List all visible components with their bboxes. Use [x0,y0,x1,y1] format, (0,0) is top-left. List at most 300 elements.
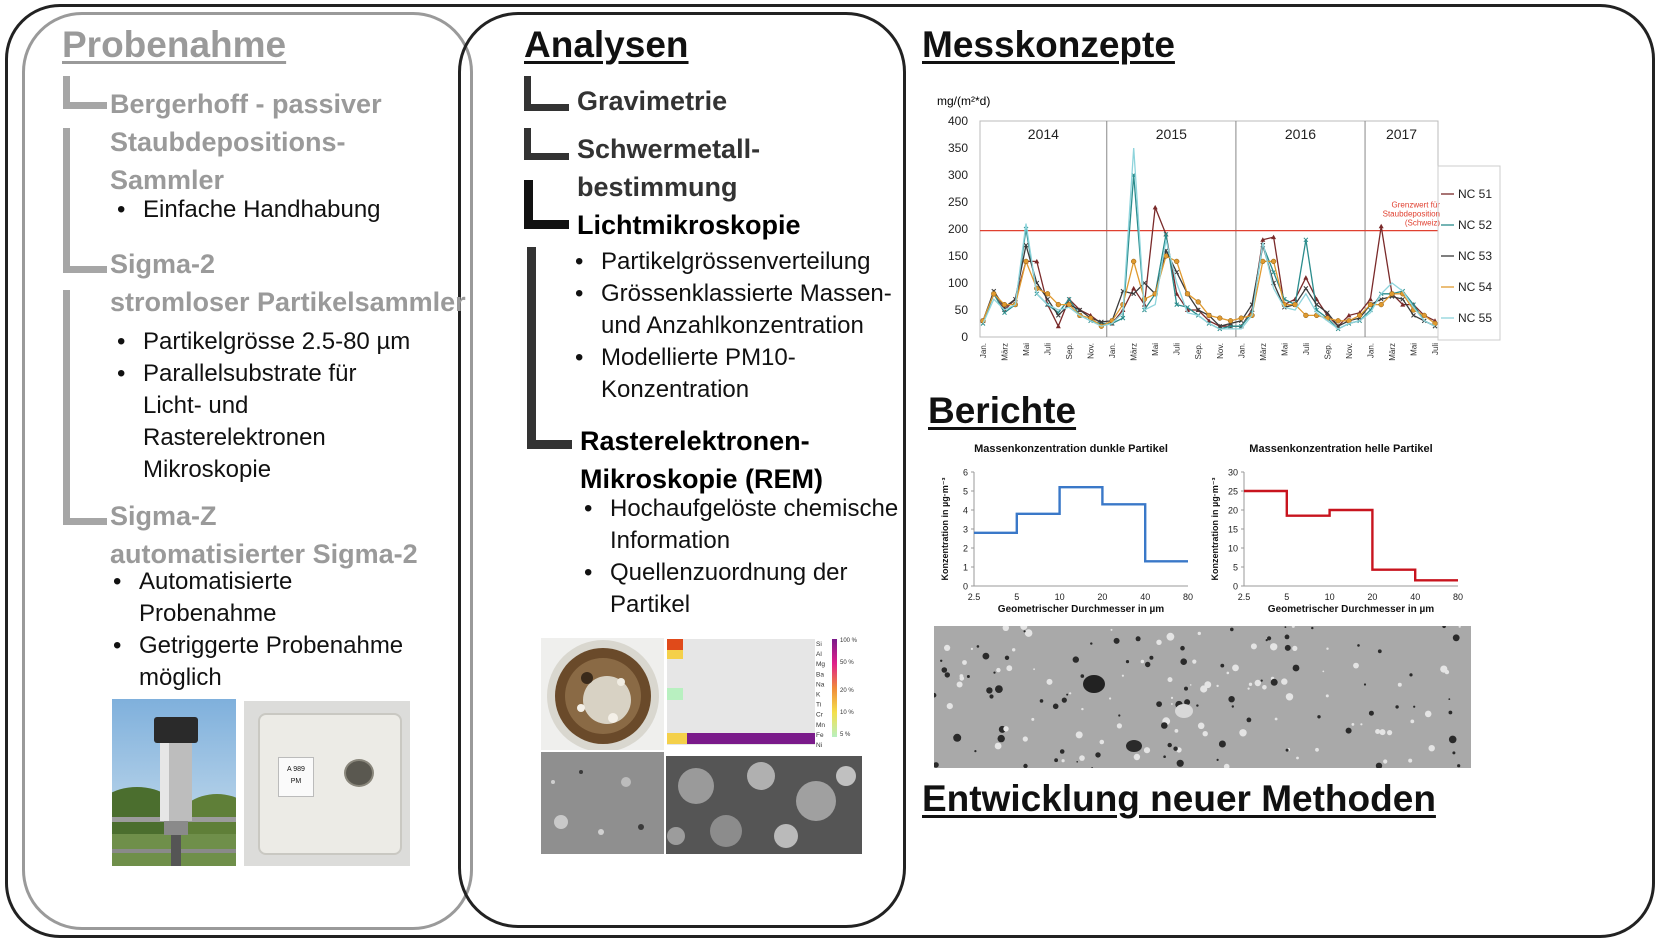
x-tick-label: März [1000,343,1010,361]
particle [1047,679,1053,685]
y-tick-label: 50 [954,303,968,317]
legend-label: NC 55 [1458,311,1493,325]
data-point [1174,259,1179,264]
particle [1180,658,1187,665]
particle [993,672,995,674]
particle [1239,729,1246,736]
particle-sem-photo [934,626,1471,768]
particle [1413,706,1415,708]
bullet-continuation: Rasterelektronen [143,424,326,451]
particle [1457,764,1460,767]
particle [1076,761,1078,763]
x-tick-label: 40 [1140,592,1151,602]
rem-heading: Rasterelektronen- Mikroskopie (REM) [580,426,824,494]
element-label: K [816,691,821,699]
legend-label: NC 51 [1458,187,1493,201]
particle [944,645,950,651]
data-point [1422,313,1427,318]
particle [1062,759,1065,762]
particle [1204,681,1211,688]
particle [1066,694,1068,696]
threshold-label: Staubdeposition [1382,209,1440,219]
data-point [1164,254,1169,259]
particle [1053,704,1059,710]
particle [1175,729,1179,733]
particle [1020,626,1027,630]
particle [1292,626,1295,628]
particle [1069,692,1071,694]
particle [1196,704,1198,706]
particle [1440,666,1447,673]
bright-particle-chart [1206,438,1468,620]
particle [1060,749,1065,754]
x-axis-label: Geometrischer Durchmesser in µm [997,604,1165,615]
data-point [1153,205,1158,210]
dark-particle-chart [936,438,1198,620]
x-tick-label: 10 [1054,592,1065,602]
particle [1031,718,1034,721]
particle [1180,646,1185,651]
scale-label: 100 % [840,638,858,644]
particle [1122,675,1124,677]
x-tick-label: 10 [1324,592,1335,602]
particle [1380,729,1386,735]
particle [1136,636,1141,641]
tree-line [527,440,572,449]
particle [1449,711,1453,715]
gravimetrie-heading: Gravimetrie [577,86,728,116]
x-tick-label: Mai [1022,343,1032,356]
particle [1326,648,1328,650]
element-label: Si [816,641,822,648]
particle [1255,680,1261,686]
particle [1090,642,1092,644]
deposition-chart [920,88,1520,378]
y-tick-label: 0 [962,581,968,592]
lichtmikroskopie-heading: Lichtmikroskopie [577,210,801,240]
tree-line [524,153,569,160]
particle [1023,764,1027,768]
y-tick-label: 6 [962,467,968,478]
data-point [1271,259,1276,264]
element-label: Na [816,681,825,689]
substrate-label: A 989 PM [278,757,314,797]
element-label: Ti [816,701,822,709]
x-tick-label: Mai [1280,343,1290,356]
y-axis-label: Konzentration in µg·m⁻³ [940,477,950,581]
x-tick-label: Mai [1151,343,1161,356]
particle [974,750,976,752]
particle [1111,629,1113,631]
particle [1109,697,1111,699]
data-point [1239,316,1244,321]
x-tick-label: Juli [1172,343,1182,356]
data-point [1271,235,1276,240]
particle [1091,767,1093,768]
particle [1251,643,1257,649]
data-point [1336,318,1341,323]
bullet-item: • Parallelsubstrate für [117,360,357,387]
data-point [1390,291,1395,296]
x-tick-label: Mai [1409,343,1419,356]
tree-line [63,266,107,273]
particle [1271,679,1278,686]
particle [1360,723,1362,725]
y-tick-label: 5 [962,486,968,497]
particle [1352,723,1355,726]
bullet-item: • Modellierte PM10- [575,344,796,371]
substrate-photo [244,701,410,866]
year-label: 2014 [1027,126,1059,142]
x-tick-label: 80 [1182,592,1194,602]
particle [1459,626,1461,628]
x-tick-label: 80 [1452,592,1464,602]
legend-label: NC 52 [1458,218,1493,232]
particle [1118,714,1120,716]
x-tick-label: Sep. [1065,343,1075,360]
particle [983,653,990,660]
sigmaz-heading: Sigma-Z automatisierter Sigma-2 [110,501,418,569]
x-tick-label: Jan. [1366,343,1376,359]
particle [1203,731,1208,736]
particle [1296,757,1299,760]
tree-line [63,102,107,109]
particle [1217,759,1219,761]
element-label: Mg [816,661,826,669]
particle [989,694,993,698]
bullet-item: • Partikelgrösse 2.5-80 µm [117,328,411,355]
y-tick-label: 25 [1227,486,1238,497]
x-tick-label: Nov. [1215,343,1225,359]
bullet-continuation: Mikroskopie [143,456,272,483]
particle [1126,740,1142,752]
particle [1040,699,1044,703]
particle [1410,720,1414,724]
particle [1117,723,1122,728]
probenahme-title: Probenahme [62,24,287,65]
particle [1369,711,1374,716]
particle [1449,736,1457,744]
particle [962,660,967,665]
particle [1006,665,1012,671]
particle [1081,708,1083,710]
particle [1161,722,1168,729]
y-tick-label: 10 [1227,543,1238,554]
data-point [1045,291,1050,296]
element-label: Fe [816,731,824,739]
x-tick-label: Jan. [1108,343,1118,359]
particle [1353,663,1359,669]
particle [1228,696,1234,702]
entwicklung-title: Entwicklung neuer Methoden [922,778,1436,819]
y-tick-label: 100 [947,276,968,290]
bullet-item: • Partikelgrössenverteilung [575,248,871,275]
scale-label: 10 % [840,710,854,716]
particle [1364,683,1366,685]
particle [1171,697,1173,699]
tree-line [524,104,569,111]
x-tick-label: März [1258,343,1268,361]
particle [977,645,980,648]
particle [934,693,936,698]
particle [1114,638,1120,644]
data-point [1002,302,1007,307]
y-tick-label: 3 [962,524,968,535]
analysen-title: Analysen [524,24,689,65]
particle [1227,672,1230,675]
particle [1429,745,1435,751]
y-tick-label: 1 [962,562,968,573]
particle [1100,740,1105,745]
particle [1286,693,1293,700]
particle [1081,674,1085,678]
x-tick-label: Nov. [1344,343,1354,359]
x-tick-label: Juli [1043,343,1053,356]
particle [1003,726,1008,731]
data-point [1379,224,1384,229]
particle [1292,646,1297,651]
data-point [1368,297,1373,302]
bullet-continuation: Probenahme [139,600,277,627]
scale-label: 20 % [840,688,854,694]
messkonzepte-title: Messkonzepte [922,24,1175,65]
data-point [1056,324,1061,329]
data-point [1185,291,1190,296]
particle [1024,630,1026,632]
y-tick-label: 0 [961,330,968,344]
particle [1275,718,1278,721]
particle [1220,664,1224,668]
x-tick-label: Juli [1301,343,1311,356]
particle [1346,728,1352,734]
data-point [1131,286,1136,291]
data-point [991,291,996,296]
x-tick-label: 5 [1284,592,1290,602]
particle [1387,730,1392,735]
particle [1395,705,1398,708]
particle [1173,747,1177,751]
substrate-disc [344,759,374,787]
particle [1003,626,1009,631]
particle [1054,758,1058,762]
threshold-label: (Schweiz) [1404,218,1440,228]
element-label: Ni [816,742,823,749]
particle [1311,627,1313,629]
particle [942,667,948,673]
particle [1198,723,1205,730]
particle [1145,662,1150,667]
element-label: Ba [816,671,824,679]
bullet-item: • Quellenzuordnung der [584,559,848,586]
schwermetall-heading: Schwermetall- bestimmung [577,134,761,202]
particle [1270,643,1277,650]
data-point [1260,259,1265,264]
particle [1083,675,1105,693]
particle [1005,656,1009,660]
y-tick-label: 200 [947,222,968,236]
chart-title: Massenkonzentration helle Partikel [1249,443,1433,455]
particle [1293,665,1300,672]
particle [995,685,1003,693]
particle [1149,656,1153,660]
particle [940,660,942,662]
particle [947,703,953,709]
tree-line [524,220,569,229]
particle [1249,683,1252,686]
particle [1266,639,1268,641]
particle [1448,698,1450,700]
particle [1409,673,1412,676]
tree-line [63,128,70,273]
scale-label: 5 % [840,732,851,738]
bullet-item: • Grössenklassierte Massen- [575,280,892,307]
x-axis-label: Geometrischer Durchmesser in µm [1267,604,1435,615]
legend-label: NC 53 [1458,249,1493,263]
x-tick-label: 40 [1410,592,1421,602]
bullet-item: • Automatisierte [113,568,293,595]
data-point [1024,259,1029,264]
particle [1171,703,1173,705]
particle [1219,741,1226,748]
particle [1175,704,1193,718]
x-tick-label: Nov. [1086,343,1096,359]
x-tick-label: 20 [1097,592,1108,602]
x-tick-label: März [1129,343,1139,361]
data-point [1303,275,1308,280]
particle [1224,764,1230,768]
y-axis-label: mg/(m²*d) [937,94,991,108]
data-point [1293,302,1298,307]
particle [1317,715,1320,718]
sigma2-heading: Sigma-2 stromloser Partikelsammler [110,249,466,317]
x-tick-label: Sep. [1194,343,1204,360]
tree-line [527,247,536,448]
particle [1144,747,1150,753]
particle [1232,705,1234,707]
particle [1232,665,1239,672]
sampler-photo [112,699,236,866]
particle [1326,694,1329,697]
particle [1442,626,1446,628]
particle [1168,677,1173,682]
particle [1073,656,1079,662]
x-tick-label: Sep. [1323,343,1333,360]
bullet-item: • Hochaufgelöste chemische [584,495,899,522]
particle [1156,701,1162,707]
particle [967,675,970,678]
particle [998,735,1005,742]
data-point [1056,302,1061,307]
data-point [1217,316,1222,321]
particle [1141,660,1145,664]
particle [1134,754,1140,760]
data-point [1368,302,1373,307]
particle [1375,729,1380,734]
y-tick-label: 300 [947,168,968,182]
sem-overview-photo [541,752,664,854]
particle [1168,743,1172,747]
y-tick-label: 350 [947,141,968,155]
light-microscope-photo [541,638,664,750]
data-point [1228,318,1233,323]
y-tick-label: 20 [1227,505,1238,516]
particle [971,648,973,650]
y-tick-label: 5 [1232,562,1238,573]
berichte-title: Berichte [928,390,1077,431]
particle [1248,688,1250,690]
particle [1190,684,1192,686]
data-point [1303,313,1308,318]
x-tick-label: 2.5 [967,592,981,602]
bullet-item: • Einfache Handhabung [117,196,381,223]
particle [1398,683,1402,687]
bullet-continuation: Licht- und [143,392,249,419]
particle [957,682,963,688]
y-tick-label: 2 [962,543,968,554]
particle [960,674,964,678]
x-tick-label: Jan. [979,343,988,359]
x-tick-label: 5 [1014,592,1020,602]
particle [1262,685,1267,690]
particle [1192,660,1196,664]
particle [1425,711,1432,718]
chemical-heatmap [666,636,862,754]
particle [1286,749,1289,752]
series-line [983,148,1435,329]
y-tick-label: 30 [1227,467,1238,478]
particle [1033,668,1035,670]
sem-detail-photo [666,756,862,854]
data-point [1357,313,1362,318]
data-point [1379,302,1384,307]
scale-label: 50 % [840,660,854,666]
particle [1376,763,1382,768]
particle [945,672,950,677]
chart-title: Massenkonzentration dunkle Partikel [974,443,1168,455]
particle [1167,633,1175,641]
particle [1216,685,1218,687]
particle [1230,628,1234,632]
data-point [1207,313,1212,318]
particle [1281,678,1287,684]
particle [1357,644,1360,647]
particle [1247,718,1252,723]
y-tick-label: 0 [1232,581,1238,592]
bullet-continuation: möglich [139,664,222,691]
data-point [1196,300,1201,305]
x-tick-label: Juli [1431,343,1440,356]
particle [1025,629,1033,637]
data-point [1067,302,1072,307]
element-label: Mn [816,721,826,729]
particle [1285,626,1287,628]
data-point [1056,313,1060,317]
particle [1378,649,1382,653]
particle [1126,660,1129,663]
particle [1184,687,1188,691]
bullet-continuation: Partikel [610,591,691,618]
threshold-label: Grenzwert für [1391,200,1440,210]
particle [1383,759,1387,763]
particle [953,734,961,742]
particle [1285,645,1291,651]
y-tick-label: 150 [947,249,968,263]
step-line [1244,491,1458,580]
x-tick-label: März [1387,343,1397,361]
particle [1453,634,1460,641]
particle [1079,755,1085,761]
particle [934,762,939,768]
